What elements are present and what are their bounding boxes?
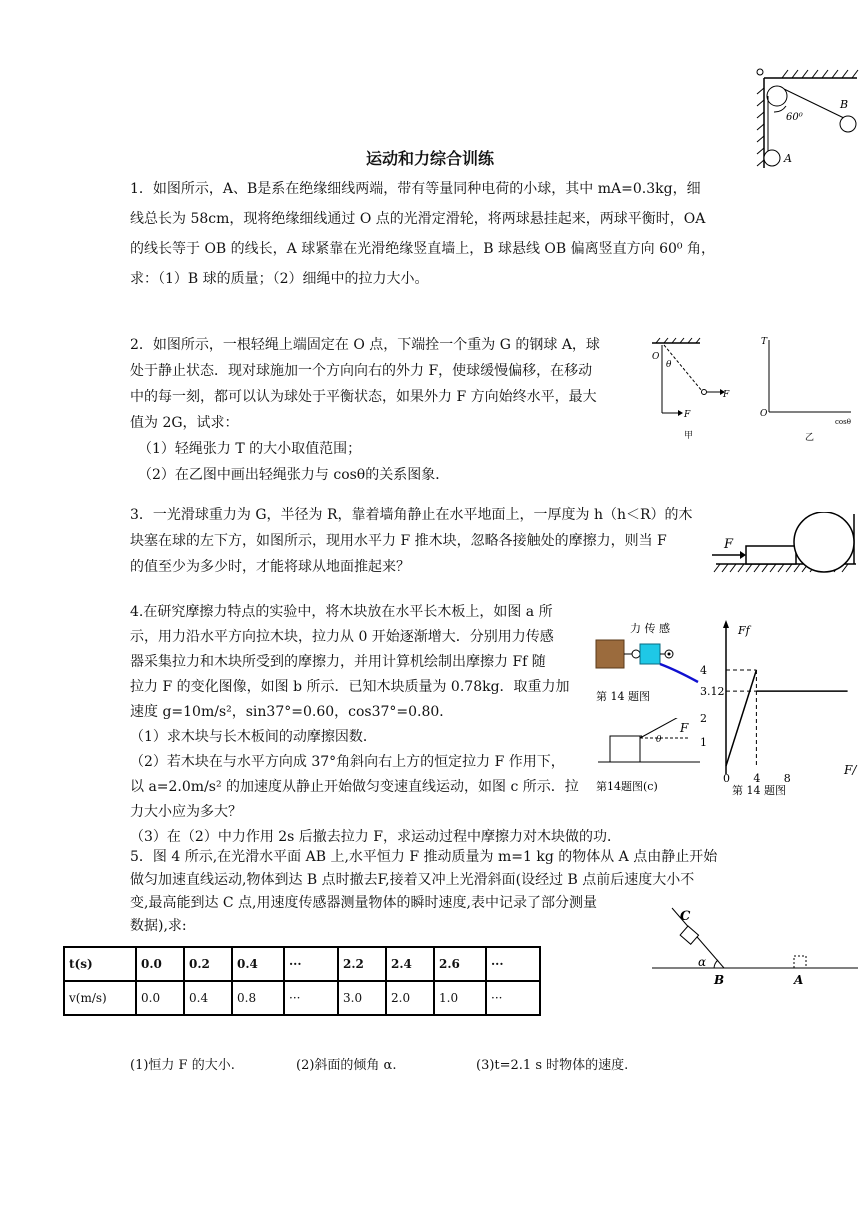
q4-chart-caption: 第 14 题图 [732, 784, 786, 797]
q2-o-label: O [760, 409, 768, 419]
table-cell: ··· [486, 947, 540, 981]
q4-friction-chart [696, 618, 860, 804]
q5-line: 做匀加速直线运动,物体到达 B 点时撤去F,接着又冲上光滑斜面(设经过 B 点前后速度大小不 [130, 872, 695, 888]
question-2 [130, 332, 650, 488]
y-tick-label: 2 [700, 712, 707, 725]
q2-x-axis-label: cosθ [835, 418, 851, 426]
table-cell: ··· [284, 947, 338, 981]
table-cell: 0.4 [184, 981, 232, 1015]
table-cell: 2.6 [434, 947, 486, 981]
q5-subquestion-3: (3)t=2.1 s 时物体的速度. [476, 1058, 629, 1073]
q3-label-f: F [724, 537, 734, 552]
y-tick-label: 4 [700, 664, 707, 677]
question-1 [130, 174, 750, 294]
q4-line: （2）若木块在与水平方向成 37°角斜向右上方的恒定拉力 F 作用下， [130, 754, 565, 770]
q2-line: （2）在乙图中画出轻绳张力与 cosθ的关系图象． [138, 467, 450, 483]
x-tick-label: 4 [753, 772, 761, 785]
table-cell: 3.0 [338, 981, 386, 1015]
q5-label-a: A [794, 973, 804, 987]
q5-label-c: C [680, 909, 691, 924]
q4-chart-y-label: Ff [738, 624, 750, 637]
q1-angle-label: 60⁰ [786, 112, 803, 123]
q4-line: 4.在研究摩擦力特点的实验中，将木块放在水平长木板上，如图 a 所 [130, 604, 553, 620]
table-cell: 2.4 [386, 947, 434, 981]
q2-label-o: O [652, 352, 660, 362]
q2-line: （1）轻绳张力 T 的大小取值范围； [138, 441, 362, 457]
table-cell: 0.0 [136, 947, 184, 981]
question-4 [130, 600, 621, 850]
q3-line: 3．一光滑球重力为 G，半径为 R，靠着墙角静止在水平地面上，一厚度为 h（h＜R）的木 [130, 507, 693, 523]
x-tick-label: 0 [723, 772, 730, 785]
q4-chart-x-label: F/ [844, 763, 857, 777]
q5-line: 变,最高能到达 C 点,用速度传感器测量物体的瞬时速度,表中记录了部分测量 [130, 895, 597, 911]
q4-line: 拉力 F 的变化图像，如图 b 所示．已知木块质量为 0.78kg．取重力加 [130, 679, 570, 695]
page-title: 运动和力综合训练 [365, 149, 494, 168]
q4-caption-c: 第14题图(c) [596, 780, 658, 793]
q2-t-axis-label: T [761, 337, 768, 347]
q4-line: 器采集拉力和木块所受到的摩擦力，并用计算机绘制出摩擦力 Ff 随 [130, 654, 546, 670]
table-cell: ··· [284, 981, 338, 1015]
q1-line: 1．如图所示，A、B是系在绝缘细线两端，带有等量同种电荷的小球，其中 mA=0.3kg，细 [130, 181, 701, 197]
q5-line: 5．图 4 所示,在光滑水平面 AB 上,水平恒力 F 推动质量为 m=1 kg 的物体从 A 点由静止开始 [130, 849, 718, 865]
q4-line: 力大小应为多大？ [130, 804, 242, 820]
table-cell: t(s) [64, 947, 136, 981]
table-cell: 0.8 [232, 981, 284, 1015]
q4-line: （3）在（2）中力作用 2s 后撤去拉力 F，求运动过程中摩擦力对木块做的功． [130, 829, 621, 845]
table-cell: 0.2 [184, 947, 232, 981]
q4-caption-a: 第 14 题图 [596, 690, 650, 703]
q1-label-a: A [784, 152, 792, 165]
q2-figure-left [640, 335, 730, 445]
q2-label-theta: θ [666, 360, 672, 370]
table-cell: 0.4 [232, 947, 284, 981]
q2-label-f-down: F [684, 410, 691, 420]
table-cell: ··· [486, 981, 540, 1015]
table-cell: 0.0 [136, 981, 184, 1015]
q5-label-alpha: α [698, 955, 707, 969]
table-cell: 2.2 [338, 947, 386, 981]
q4-theta-label: θ [656, 735, 662, 745]
y-tick-label: 1 [700, 736, 707, 749]
q2-caption-right: 乙 [805, 433, 815, 443]
q3-figure [708, 512, 858, 578]
q3-line: 的值至少为多少时，才能将球从地面推起来？ [130, 559, 410, 575]
q4-line: （1）求木块与长木板间的动摩擦因数． [130, 729, 377, 745]
static-friction-line [726, 670, 756, 766]
q5-line: 数据),求: [130, 918, 187, 934]
table-row [64, 981, 540, 1015]
q3-line: 块塞在球的左下方，如图所示，现用水平力 F 推木块，忽略各接触处的摩擦力，则当 F [130, 533, 667, 549]
q1-figure [752, 64, 860, 174]
q2-figure-right [755, 330, 860, 445]
q1-line: 的线长等于 OB 的线长，A 球紧靠在光滑绝缘竖直墙上，B 球悬线 OB 偏离竖直方向 60⁰ 角， [130, 241, 715, 257]
q4-f-label: F [680, 721, 689, 735]
q5-figure [648, 904, 858, 990]
q5-label-b: B [714, 973, 725, 987]
q5-subquestion-2: (2)斜面的倾角 α. [296, 1058, 397, 1073]
q2-line: 处于静止状态．现对球施加一个方向向右的外力 F，使球缓慢偏移，在移动 [130, 363, 593, 379]
y-tick-label: 3.12 [700, 685, 725, 699]
q1-line: 求：（1）B 球的质量；（2）细绳中的拉力大小。 [130, 271, 429, 287]
q2-line: 2．如图所示，一根轻绳上端固定在 O 点，下端拴一个重为 G 的钢球 A，球 [130, 337, 600, 353]
q5-subquestion-1: (1)恒力 F 的大小. [130, 1058, 235, 1073]
table-cell: 1.0 [434, 981, 486, 1015]
q4-line: 速度 g=10m/s²，sin37°=0.60，cos37°=0.80． [130, 704, 454, 720]
q1-line: 线总长为 58cm，现将绝缘细线通过 O 点的光滑定滑轮，将两球悬挂起来，两球平衡时，OA [130, 211, 706, 227]
question-3 [130, 502, 750, 580]
q2-label-f-right: F [723, 390, 730, 400]
table-cell: v(m/s) [64, 981, 136, 1015]
q4-line: 以 a=2.0m/s² 的加速度从静止开始做匀变速直线运动，如图 c 所示．拉 [130, 779, 579, 795]
q5-data-table [63, 946, 541, 1016]
q1-label-b: B [840, 98, 849, 111]
x-tick-label: 8 [783, 772, 791, 785]
q4-line: 示，用力沿水平方向拉木块，拉力从 0 开始逐渐增大．分别用力传感 [130, 629, 554, 645]
q2-line: 值为 2G，试求： [130, 415, 239, 431]
q2-line: 中的每一刻，都可以认为球处于平衡状态，如果外力 F 方向始终水平，最大 [130, 389, 597, 405]
table-row [64, 947, 540, 981]
q2-caption-left: 甲 [684, 431, 694, 441]
q4-sensor-label: 力 传 感 [630, 622, 670, 635]
q4-figure-a [594, 618, 706, 708]
table-cell: 2.0 [386, 981, 434, 1015]
